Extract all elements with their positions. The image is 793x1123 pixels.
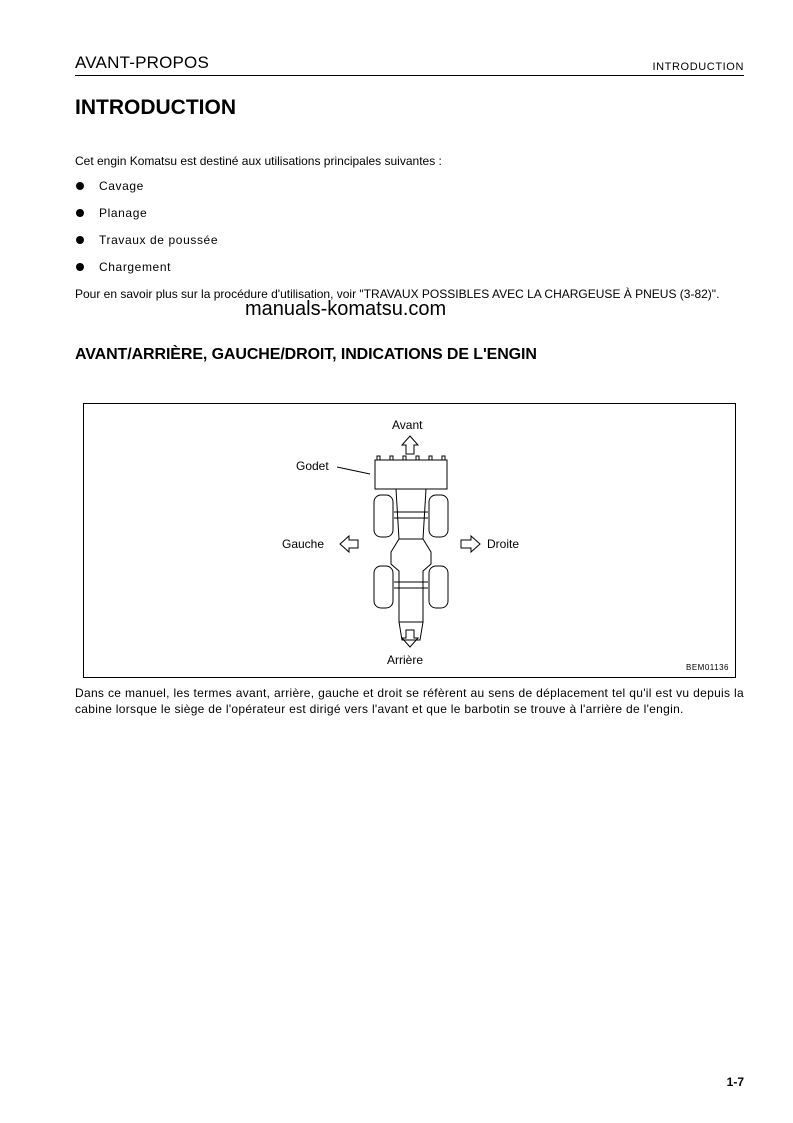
label-front: Avant <box>392 418 423 432</box>
bullet-icon <box>76 263 84 271</box>
header-rule <box>75 75 744 76</box>
wheel-rear-left <box>374 566 393 608</box>
header-right: INTRODUCTION <box>652 61 744 73</box>
label-left: Gauche <box>282 537 325 551</box>
list-item <box>75 259 218 286</box>
label-bucket: Godet <box>296 459 329 473</box>
wheel-front-left <box>374 495 393 537</box>
rear-frame <box>391 539 431 622</box>
list-item-text: Travaux de poussée <box>99 233 219 247</box>
wheel-front-right <box>429 495 448 537</box>
bullet-icon <box>76 209 84 217</box>
figure-box <box>83 403 736 678</box>
front-frame <box>396 489 426 539</box>
header-left: AVANT-PROPOS <box>75 53 210 72</box>
list-item-text: Chargement <box>99 260 172 274</box>
bucket-shape <box>375 460 447 489</box>
rear-arrow-icon <box>402 630 418 647</box>
figure-code: BEM01136 <box>686 663 729 672</box>
wheel-loader-diagram <box>84 404 737 679</box>
bullet-icon <box>76 236 84 244</box>
counterweight <box>399 622 423 640</box>
page-title: INTRODUCTION <box>75 96 236 119</box>
intro-paragraph: Cet engin Komatsu est destiné aux utilisations principales suivantes : <box>75 154 442 168</box>
wheel-rear-right <box>429 566 448 608</box>
bullet-icon <box>76 182 84 190</box>
watermark: manuals-komatsu.com <box>245 298 447 320</box>
left-arrow-icon <box>340 536 358 552</box>
bucket-teeth <box>377 456 445 460</box>
label-rear: Arrière <box>387 653 424 667</box>
list-item-text: Planage <box>99 206 148 220</box>
list-item-text: Cavage <box>99 179 144 193</box>
front-arrow-icon <box>402 436 418 454</box>
usage-list <box>75 178 218 286</box>
reference-paragraph: Pour en savoir plus sur la procédure d'utilisation, voir "TRAVAUX POSSIBLES AVEC LA CHARGEUSE À PNEUS (3-82)". <box>75 287 720 301</box>
page-number: 1-7 <box>726 1075 744 1089</box>
right-arrow-icon <box>461 536 480 552</box>
section-title: AVANT/ARRIÈRE, GAUCHE/DROIT, INDICATIONS DE L'ENGIN <box>75 346 537 363</box>
bucket-leader <box>337 467 370 474</box>
list-item <box>75 232 218 259</box>
list-item <box>75 178 218 205</box>
label-right: Droite <box>487 537 520 551</box>
list-item <box>75 205 218 232</box>
body-paragraph: Dans ce manuel, les termes avant, arrière, gauche et droit se réfèrent au sens de déplacement tel qu'il est vu depuis la cabine lorsque le siège de l'opérateur est dirigé vers l'avant et que le barbotin se trouve à l'arrière de l'engin. <box>75 686 744 716</box>
